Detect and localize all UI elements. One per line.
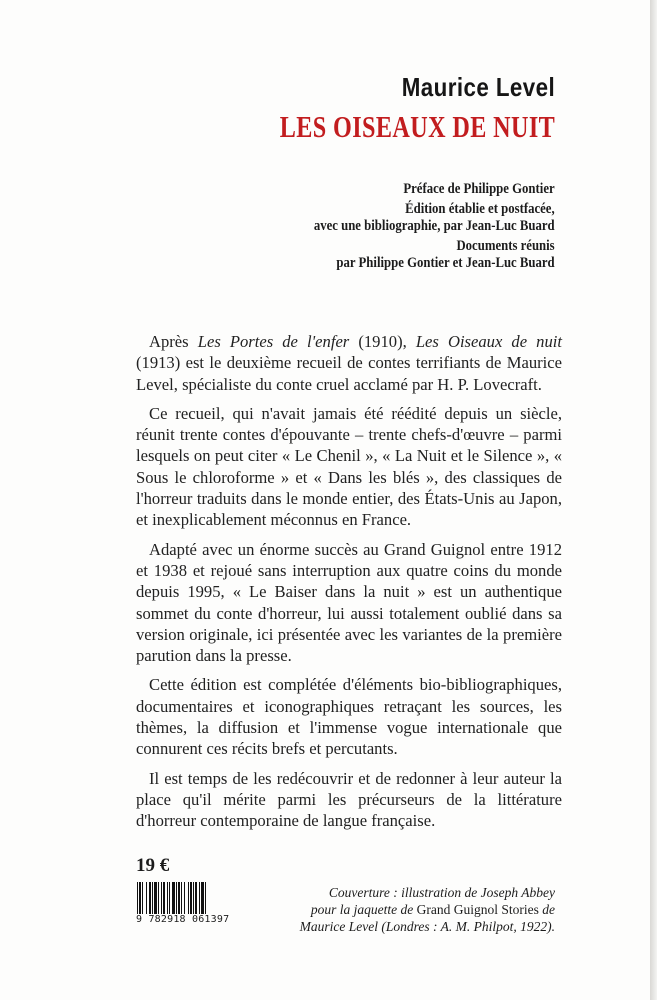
book-reference: Les Oiseaux de nuit (415, 332, 562, 351)
header (202, 72, 555, 145)
documents-credit-2: par Philippe Gontier et Jean-Luc Buard (336, 255, 555, 271)
blurb-paragraph-4: Cette édition est complétée d'éléments bio-bibliographiques, documentaires et iconographiques retraçant les sources, les thèmes, la diffusion et l'immense vogue internationale que connurent ces récits brefs et percutants. (136, 675, 562, 759)
barcode (136, 882, 226, 914)
blurb-text: Après (149, 332, 198, 351)
cover-credit-line-1: Couverture : illustration de Joseph Abbey (328, 885, 555, 900)
blurb (136, 331, 562, 840)
edition-credit: Édition établie et postfacée, (405, 201, 555, 217)
cover-credit-text: de (538, 902, 555, 917)
blurb-paragraph-3: Adapté avec un énorme succès au Grand Guignol entre 1912 et 1938 et rejoué sans interruption aux quatre coins du monde depuis 1995, « Le Baiser dans la nuit » est un authentique sommet du conte d'horreur, lui aussi totalement oublié dans sa version originale, ici présentée avec les variantes de la première parution dans la presse. (136, 539, 562, 666)
source-book-title: Grand Guignol Stories (416, 902, 539, 917)
isbn-number: 9 782918 061397 (136, 914, 230, 925)
edition-credit-2: avec une bibliographie, par Jean-Luc Buard (314, 218, 555, 234)
credits-block (281, 181, 555, 272)
blurb-paragraph-2: Ce recueil, qui n'avait jamais été réédité depuis un siècle, réunit trente contes d'épouvante – trente chefs-d'œuvre – parmi lesquels on peut citer « Le Chenil », « La Nuit et le Silence », « Sous le chloroforme » et « Dans les blés », des classiques de l'horreur traduits dans le monde entier, des États-Unis au Japon, et inexplicablement méconnus en France. (136, 403, 562, 530)
cover-credit-line-3: Maurice Level (Londres : A. M. Philpot, 1922). (299, 919, 555, 934)
cover-credit-line-2 (300, 901, 555, 918)
preface-credit: Préface de Philippe Gontier (403, 181, 555, 197)
blurb-paragraph-1 (136, 331, 562, 395)
price: 19 € (136, 855, 170, 876)
book-reference: Les Portes de l'enfer (197, 332, 350, 351)
blurb-paragraph-5: Il est temps de les redécouvrir et de redonner à leur auteur la place qu'il mérite parmi les précurseurs de la littérature d'horreur contemporaine de langue française. (136, 768, 562, 831)
documents-credit: Documents réunis (456, 238, 555, 254)
blurb-text: (1913) est le deuxième recueil de contes terrifiants de Maurice Level, spécialiste du conte cruel acclamé par H. P. Lovecraft. (136, 353, 562, 394)
cover-credit (300, 884, 555, 935)
blurb-text: (1910), (349, 332, 416, 351)
page-edge (650, 0, 657, 1000)
author-name: Maurice Level (401, 72, 555, 102)
book-title: LES OISEAUX DE NUIT (279, 109, 555, 144)
cover-credit-text: pour la jaquette de (310, 902, 417, 917)
